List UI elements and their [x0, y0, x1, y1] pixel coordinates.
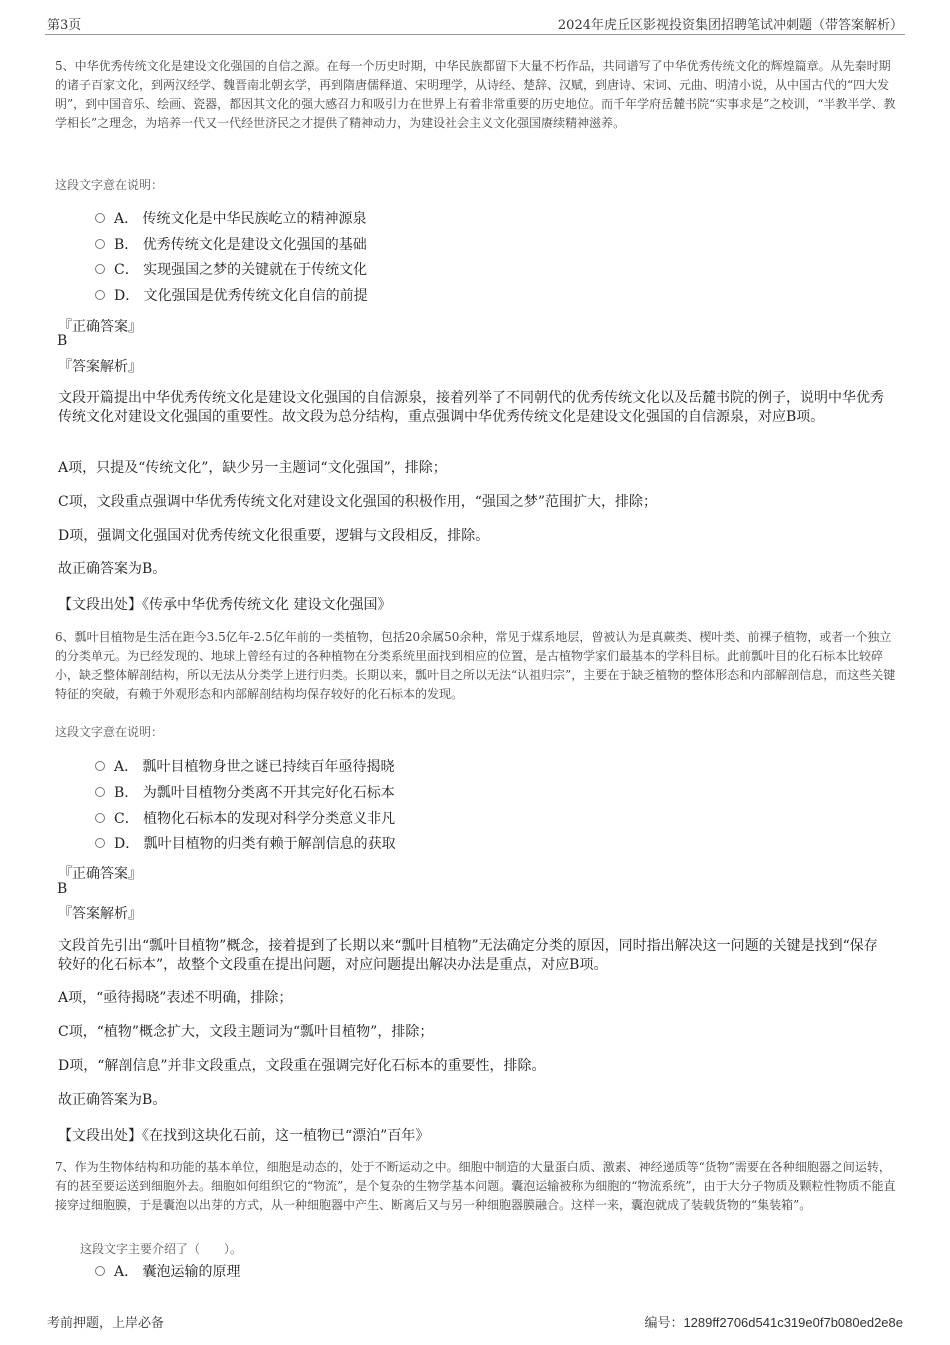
analysis-conclusion: 故正确答案为B。 [58, 561, 167, 577]
footer-slogan: 考前押题，上岸必备 [47, 1316, 165, 1331]
analysis-option-d: D项，“解剖信息”并非文段重点，文段重在强调完好化石标本的重要性，排除。 [58, 1058, 546, 1074]
radio-icon[interactable] [95, 787, 105, 797]
question-5-stem: 5、中华优秀传统文化是建设文化强国的自信之源。在每一个历史时期，中华民族都留下大量不朽作品，共同谱写了中华优秀传统文化的辉煌篇章。从先秦时期的诸子百家文化，到两汉经学、魏晋南北朝玄学，再到隋唐儒释道、宋明理学，从诗经、楚辞、汉赋，到唐诗、宋词、元曲、明清小说，从中国古代的“四大发明”，到中国音乐、绘画、瓷器，都因其文化的强大感召力和吸引力在世界上有着非常重要的历史地位。而千年学府岳麓书院“实事求是”之校训，“半教半学、教学相长”之理念，为培养一代又一代经世济民之才提供了精神动力，为建设社会主义文化强国赓续精神滋养。 [55, 59, 896, 130]
question-6-option-b[interactable] [95, 783, 395, 803]
correct-answer: B [57, 881, 68, 897]
radio-icon[interactable] [95, 838, 105, 848]
analysis-paragraph: 文段首先引出“瓢叶目植物”概念，接着提到了长期以来“瓢叶目植物”无法确定分类的原因，同时指出解决这一问题的关键是找到“保存较好的化石标本”，故整个文段重在提出问题，对应问题提出解决办法是重点，对应B项。 [58, 938, 878, 973]
question-5-option-c[interactable] [95, 260, 367, 280]
radio-icon[interactable] [95, 264, 105, 274]
answer-label: 『正确答案』 [58, 866, 142, 882]
option-label: A． 瓢叶目植物身世之谜已持续百年亟待揭晓 [114, 759, 395, 775]
question-5-option-a[interactable] [95, 209, 367, 229]
analysis-option-c: C项，文段重点强调中华优秀传统文化对建设文化强国的积极作用，“强国之梦”范围扩大，排除； [58, 494, 658, 510]
analysis-label: 『答案解析』 [58, 359, 142, 375]
correct-answer: B [57, 333, 68, 349]
document-title: 2024年虎丘区影视投资集团招聘笔试冲刺题（带答案解析） [557, 18, 903, 33]
radio-icon[interactable] [95, 290, 105, 300]
question-6-stem: 6、瓢叶目植物是生活在距今3.5亿年-2.5亿年前的一类植物，包括20余属50余种，常见于煤系地层，曾被认为是真蕨类、楔叶类、前裸子植物，或者一个独立的分类单元。为已经发现的、地球上曾经有过的各种植物在分类系统里面找到相应的位置，是古植物学家们最基本的学科目标。此前瓢叶目的化石标本比较碎小，缺乏整体解剖结构，所以无法从分类学上进行归类。长期以来，瓢叶目之所以无法“认祖归宗”，主要在于缺乏植物的整体形态和内部解剖信息，而这些关键特征的突破，有赖于外观形态和内部解剖结构均保存较好的化石标本的发现。 [55, 630, 896, 701]
option-label: B． 为瓢叶目植物分类离不开其完好化石标本 [114, 785, 395, 801]
page-header [45, 14, 905, 35]
option-label: D． 瓢叶目植物的归类有赖于解剖信息的获取 [114, 836, 396, 852]
radio-icon[interactable] [95, 761, 105, 771]
analysis-label: 『答案解析』 [58, 906, 142, 922]
answer-label: 『正确答案』 [58, 319, 142, 335]
question-5-prompt: 这段文字意在说明： [55, 178, 164, 192]
radio-icon[interactable] [95, 239, 105, 249]
option-label: C． 植物化石标本的发现对科学分类意义非凡 [114, 811, 396, 827]
analysis-option-d: D项，强调文化强国对优秀传统文化很重要，逻辑与文段相反，排除。 [58, 528, 490, 544]
question-7-option-a[interactable] [95, 1262, 241, 1282]
option-label: A． 囊泡运输的原理 [114, 1264, 241, 1280]
radio-icon[interactable] [95, 213, 105, 223]
radio-icon[interactable] [95, 1266, 105, 1276]
analysis-paragraph: 文段开篇提出中华优秀传统文化是建设文化强国的自信源泉，接着列举了不同朝代的优秀传统文化以及岳麓书院的例子，说明中华优秀传统文化对建设文化强国的重要性。故文段为总分结构，重点强调中华优秀传统文化是建设文化强国的自信源泉，对应B项。 [58, 390, 884, 425]
option-label: B． 优秀传统文化是建设文化强国的基础 [114, 237, 367, 253]
analysis-option-c: C项，“植物”概念扩大，文段主题词为“瓢叶目植物”，排除； [58, 1024, 434, 1040]
passage-source: 【文段出处】《传承中华优秀传统文化 建设文化强国》 [58, 597, 392, 613]
question-5-option-b[interactable] [95, 235, 367, 255]
page-number: 第3页 [47, 18, 82, 33]
analysis-option-a: A项，“亟待揭晓”表述不明确，排除； [58, 990, 293, 1006]
question-7-stem: 7、作为生物体结构和功能的基本单位，细胞是动态的，处于不断运动之中。细胞中制造的大量蛋白质、激素、神经递质等“货物”需要在各种细胞器之间运转，有的甚至要运送到细胞外去。细胞如何组织它的“物流”，是个复杂的生物学基本问题。囊泡运输被称为细胞的“物流系统”，由于大分子物质及颗粒性物质不能直接穿过细胞膜，于是囊泡以出芽的方式，从一种细胞器中产生、断离后又与另一种细胞器膜融合。这样一来，囊泡就成了装载货物的“集装箱”。 [55, 1160, 896, 1212]
option-label: C． 实现强国之梦的关键就在于传统文化 [114, 262, 368, 278]
question-6-option-a[interactable] [95, 757, 395, 777]
passage-source: 【文段出处】《在找到这块化石前，这一植物已“漂泊”百年》 [58, 1128, 430, 1144]
analysis-conclusion: 故正确答案为B。 [58, 1092, 167, 1108]
radio-icon[interactable] [95, 813, 105, 823]
analysis-option-a: A项，只提及“传统文化”，缺少另一主题词“文化强国”，排除； [58, 460, 447, 476]
question-5-option-d[interactable] [95, 286, 368, 306]
question-6-option-c[interactable] [95, 809, 395, 829]
document-id: 编号：1289ff2706d541c319e0f7b080ed2e8e [644, 1315, 903, 1330]
option-label: A． 传统文化是中华民族屹立的精神源泉 [114, 211, 367, 227]
question-6-option-d[interactable] [95, 834, 396, 854]
question-7-prompt: 这段文字主要介绍了（ ）。 [80, 1242, 243, 1256]
option-label: D． 文化强国是优秀传统文化自信的前提 [114, 288, 368, 304]
question-6-prompt: 这段文字意在说明： [55, 725, 164, 739]
